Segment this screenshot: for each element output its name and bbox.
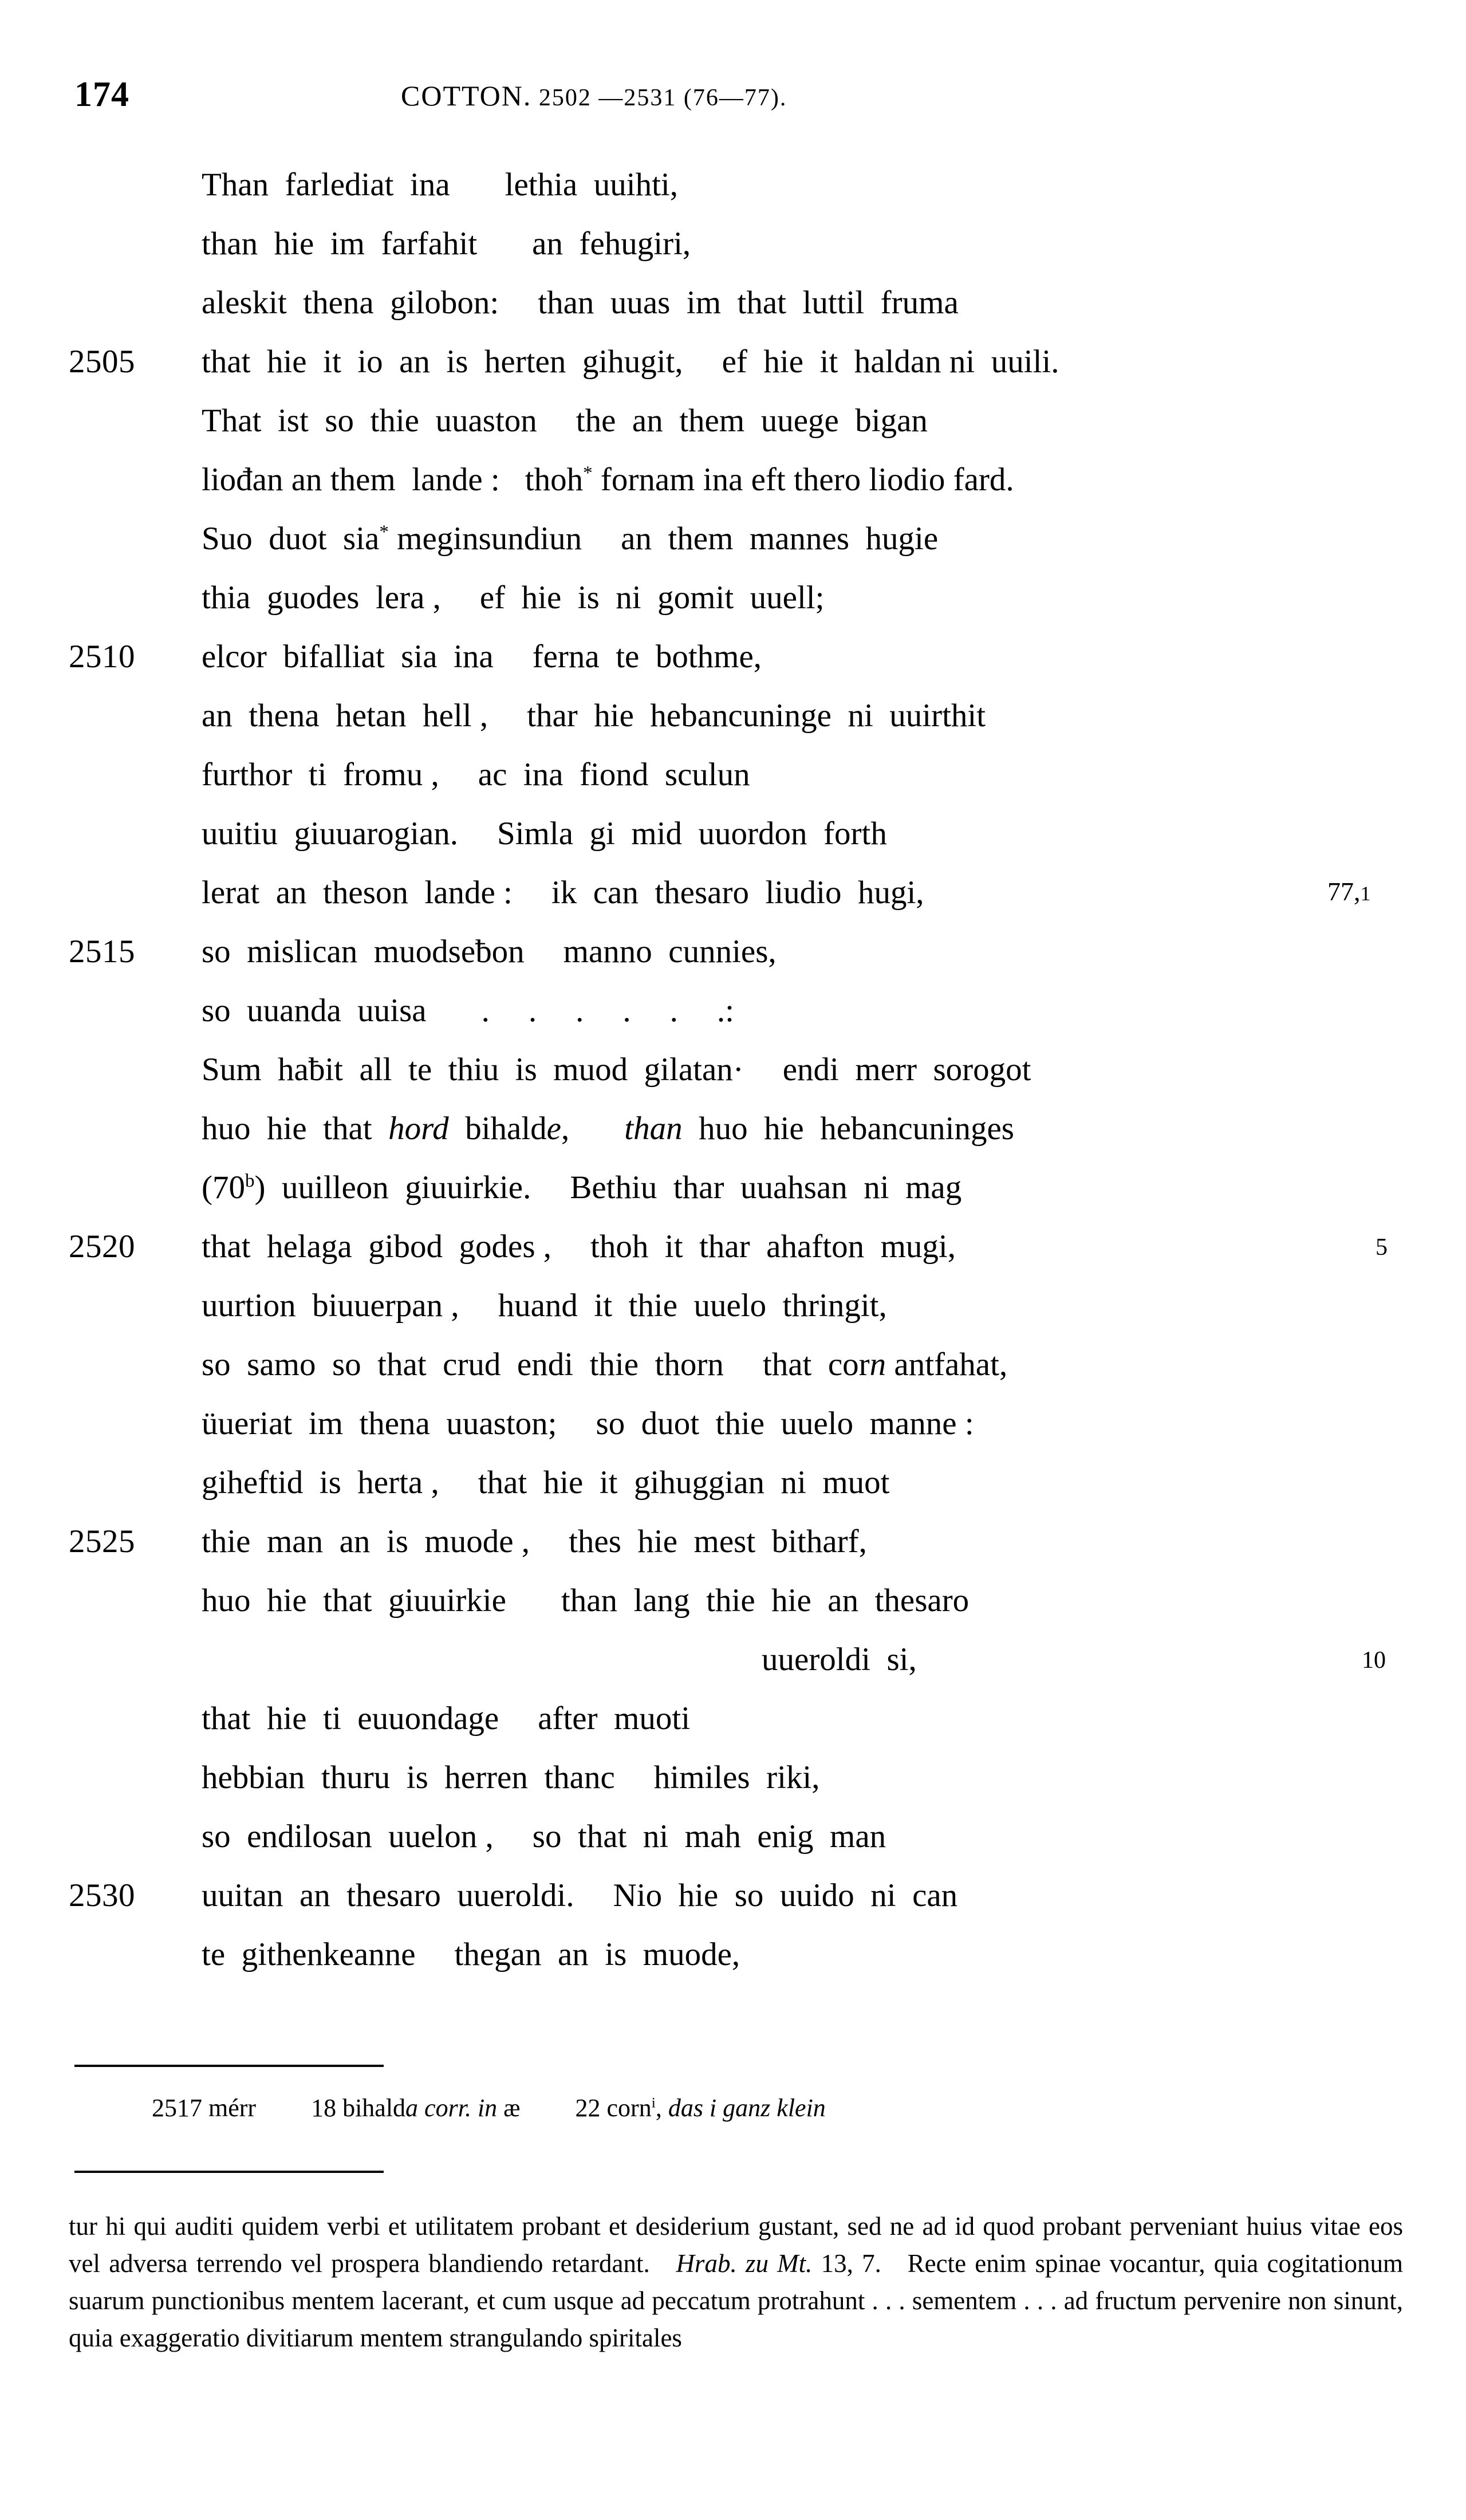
- verse-line-text: so endilosan uuelon , so that ni mah enig man: [202, 1818, 886, 1854]
- verse-line-text: so samo so that crud endi thie thorn that corn antfahat,: [202, 1346, 1008, 1383]
- verse-line-text: Suo duot sia* meginsundiun an them mannes hugie: [202, 521, 939, 557]
- verse-line-text: elcor bifalliat sia ina ferna te bothme,: [202, 639, 762, 675]
- verse-line: [0, 1287, 1466, 1346]
- verse-line-text: uueroldi si,: [762, 1641, 917, 1678]
- margin-reference: 10: [1362, 1647, 1386, 1674]
- verse-line-text: huo hie that hord bihalde, than huo hie hebancuninges: [202, 1111, 1014, 1147]
- verse-line-text: Than farlediat ina lethia uuihti,: [202, 167, 678, 203]
- apparatus-rule-top: [74, 2065, 384, 2067]
- verse-line-text: so mislican muodseƀon manno cunnies,: [202, 934, 777, 970]
- verse-line-text: lerat an theson lande : ik can thesaro liudio hugi,: [202, 875, 924, 911]
- verse-line-text: That ist so thie uuaston the an them uuege bigan: [202, 403, 928, 439]
- verse-line: [0, 1346, 1466, 1405]
- verse-line-number: 2515: [69, 934, 135, 970]
- verse-block: [0, 166, 1466, 1995]
- verse-line: [0, 579, 1466, 638]
- verse-line-text: üueriat im thena uuaston; so duot thie uuelo manne :: [202, 1405, 974, 1442]
- verse-line: [0, 1228, 1466, 1287]
- verse-line: [0, 756, 1466, 815]
- verse-line-text: uurtion biuuerpan , huand it thie uuelo thringit,: [202, 1287, 887, 1324]
- verse-line-number: 2520: [69, 1228, 135, 1265]
- verse-line: [0, 166, 1466, 225]
- verse-line-text: thia guodes lera , ef hie is ni gomit uuell;: [202, 580, 825, 616]
- verse-line: [0, 1641, 1466, 1700]
- running-head-verse-start: 2502: [538, 85, 592, 111]
- verse-line-number: 2505: [69, 344, 135, 380]
- verse-line-text: so uuanda uuisa . . . . . .:: [202, 993, 734, 1029]
- running-head-work: COTTON.: [401, 80, 532, 112]
- latin-footnote: [69, 2208, 1403, 2357]
- verse-line: [0, 1582, 1466, 1641]
- verse-line-text: hebbian thuru is herren thanc himiles riki,: [202, 1759, 820, 1796]
- verse-line: [0, 520, 1466, 579]
- verse-line-text: uuitan an thesaro uueroldi. Nio hie so uuido ni can: [202, 1877, 958, 1913]
- verse-line: [0, 1700, 1466, 1759]
- verse-line-text: that hie ti euuondage after muoti: [202, 1700, 691, 1737]
- verse-line-text: furthor ti fromu , ac ina fiond sculun: [202, 757, 750, 793]
- verse-line: [0, 1759, 1466, 1818]
- verse-line: [0, 1169, 1466, 1228]
- verse-line-text: that hie it io an is herten gihugit, ef hie it haldan ni uuili.: [202, 344, 1059, 380]
- verse-line: [0, 461, 1466, 520]
- margin-reference: 77,1: [1327, 877, 1371, 906]
- verse-line: [0, 1464, 1466, 1523]
- verse-line: [0, 343, 1466, 402]
- running-head-folio-start: (76: [683, 85, 719, 111]
- verse-line: [0, 697, 1466, 756]
- margin-reference: 5: [1376, 1234, 1388, 1261]
- running-head-folio-dash: —: [719, 85, 744, 111]
- verse-line: [0, 1936, 1466, 1995]
- verse-line: [0, 874, 1466, 933]
- verse-line: [0, 225, 1466, 284]
- verse-line: [0, 1110, 1466, 1169]
- verse-line-text: aleskit thena gilobon: than uuas im that luttil fruma: [202, 285, 959, 321]
- verse-line: [0, 284, 1466, 343]
- running-head: [0, 74, 1466, 120]
- verse-line-text: an thena hetan hell , thar hie hebancuninge ni uuirthit: [202, 698, 986, 734]
- verse-line: [0, 1523, 1466, 1582]
- verse-line-number: 2530: [69, 1877, 135, 1913]
- verse-line: [0, 992, 1466, 1051]
- verse-line-text: thie man an is muode , thes hie mest bitharf,: [202, 1523, 867, 1560]
- verse-line: [0, 1051, 1466, 1110]
- verse-line: [0, 638, 1466, 697]
- verse-line-text: than hie im farfahit an fehugiri,: [202, 226, 691, 262]
- running-head-dash: —: [598, 85, 624, 111]
- page-number: 174: [74, 75, 129, 114]
- critical-apparatus: [0, 2093, 1466, 2181]
- verse-line-number: 2525: [69, 1523, 135, 1560]
- verse-line-text: giheftid is herta , that hie it gihuggian ni muot: [202, 1464, 890, 1501]
- running-head-verse-end: 2531: [624, 85, 677, 111]
- verse-line-text: uuitiu giuuarogian. Simla gi mid uuordon forth: [202, 816, 887, 852]
- verse-line-number: 2510: [69, 639, 135, 675]
- latin-footnote-text: tur hi qui auditi quidem verbi et utilitatem probant et desiderium gustant, sed ne ad id quod probant perveniant huius vitae eos vel adversa terrendo vel prospera blandiendo retardant. Hrab. zu Mt. 13, 7. Recte enim spinae vocantur, quia cogitationum suarum punctionibus mentem lacerant, et cum usque ad peccatum protrahunt . . . sementem . . . ad fructum pervenire non sinunt, quia exaggeratio divitiarum mentem strangulando spiritales: [69, 2212, 1403, 2352]
- verse-line: [0, 1818, 1466, 1877]
- verse-line-text: liođan an them lande : thoh* fornam ina eft thero liodio fard.: [202, 462, 1014, 498]
- apparatus-text: 2517 mérr 18 bihalda corr. in æ 22 corn$^i$, das i ganz klein: [152, 2094, 826, 2122]
- verse-line: [0, 402, 1466, 461]
- verse-line-text: (70$^b$) uuilleon giuuirkie. Bethiu thar uuahsan ni mag: [202, 1170, 962, 1206]
- running-head-title: [401, 79, 787, 112]
- verse-line-text: Sum haƀit all te thiu is muod gilatan· endi merr sorogot: [202, 1052, 1031, 1088]
- verse-line-text: te githenkeanne thegan an is muode,: [202, 1936, 740, 1972]
- verse-line: [0, 1877, 1466, 1936]
- verse-line: [0, 1405, 1466, 1464]
- verse-line-text: huo hie that giuuirkie than lang thie hie an thesaro: [202, 1582, 970, 1619]
- verse-line: [0, 933, 1466, 992]
- verse-line: [0, 815, 1466, 874]
- verse-line-text: that helaga gibod godes , thoh it thar ahafton mugi,: [202, 1228, 956, 1265]
- running-head-folio-end: 77).: [744, 85, 787, 111]
